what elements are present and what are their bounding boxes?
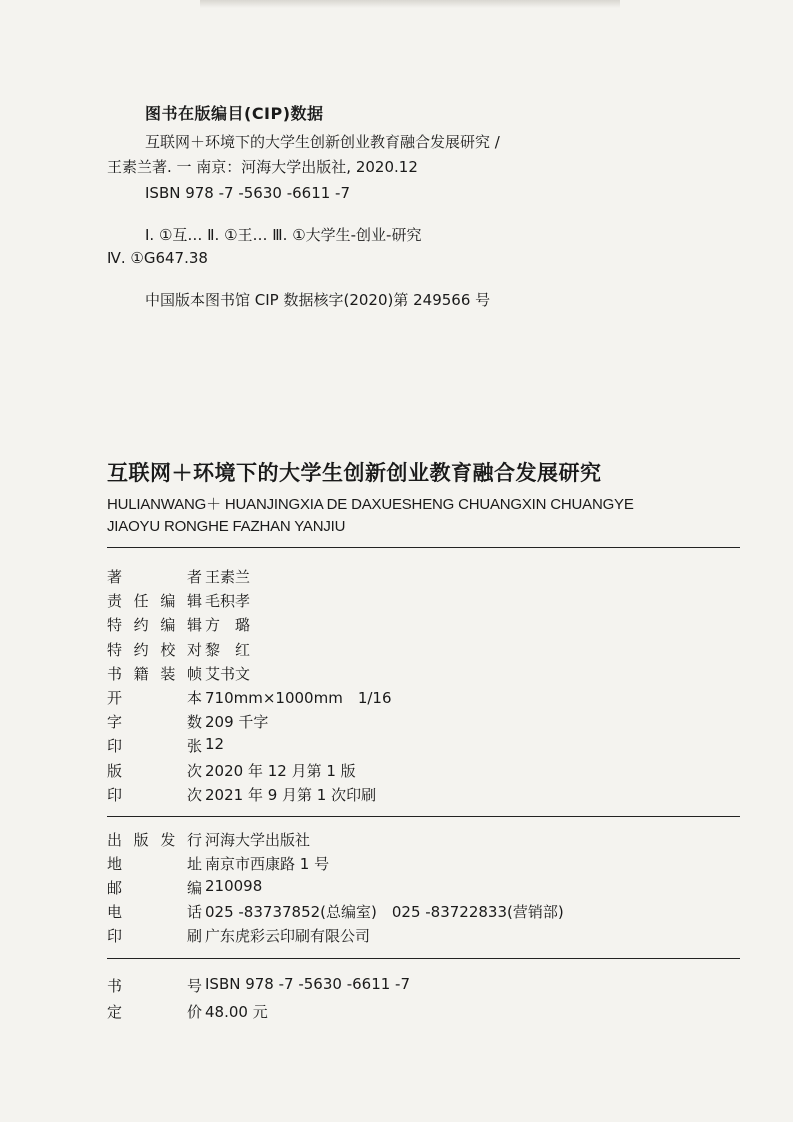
info-label: 印 刷 [107, 927, 202, 945]
info-value: ISBN 978 -7 -5630 -6611 -7 [205, 975, 411, 993]
info-value: 210098 [205, 877, 263, 895]
cip-classification-2: Ⅳ. ①G647.38 [107, 249, 208, 267]
info-value: 209 千字 [205, 713, 269, 732]
info-value: 河海大学出版社 [205, 831, 311, 849]
divider-rule [107, 547, 740, 548]
info-value: 710mm×1000mm 1/16 [205, 689, 392, 707]
info-value: 南京市西康路 1 号 [205, 855, 330, 873]
info-label: 印 次 [107, 785, 202, 804]
cip-author-line: 王素兰著. 一 南京：河海大学出版社, 2020.12 [107, 158, 418, 176]
info-label: 电 话 [107, 903, 202, 921]
info-value: 王素兰 [205, 568, 251, 586]
info-label: 定 价 [107, 1003, 202, 1021]
cip-isbn: ISBN 978 -7 -5630 -6611 -7 [145, 184, 351, 202]
info-label: 出 版 发 行 [107, 831, 202, 849]
info-value: 2021 年 9 月第 1 次印刷 [205, 785, 377, 804]
info-value: 025 -83737852(总编室) 025 -83722833(营销部) [205, 903, 564, 921]
info-value: 12 [205, 735, 225, 754]
info-label: 特 约 校 对 [107, 640, 202, 659]
info-value: 艾书文 [205, 664, 251, 683]
scan-edge-shadow [200, 0, 620, 8]
info-label: 书 号 [107, 977, 202, 995]
book-title-pinyin-line2: JIAOYU RONGHE FAZHAN YANJIU [107, 518, 346, 535]
book-title-pinyin-line1: HULIANWANG＋ HUANJINGXIA DE DAXUESHENG CHUANGXIN CHUANGYE [107, 496, 634, 513]
info-value: 黎 红 [205, 640, 251, 659]
info-label: 字 数 [107, 713, 202, 732]
cip-title-line: 互联网＋环境下的大学生创新创业教育融合发展研究 / [145, 133, 500, 151]
book-title: 互联网＋环境下的大学生创新创业教育融合发展研究 [107, 461, 602, 485]
info-value: 2020 年 12 月第 1 版 [205, 761, 356, 780]
cip-verification: 中国版本图书馆 CIP 数据核字(2020)第 249566 号 [145, 291, 491, 309]
info-label: 印 张 [107, 737, 202, 756]
info-value: 48.00 元 [205, 1003, 268, 1021]
info-value: 方 璐 [205, 616, 251, 635]
cip-classification-1: Ⅰ. ①互… Ⅱ. ①王… Ⅲ. ①大学生-创业-研究 [145, 226, 422, 244]
info-label: 著 者 [107, 568, 202, 586]
info-label: 开 本 [107, 689, 202, 707]
info-label: 责 任 编 辑 [107, 592, 202, 611]
info-label: 特 约 编 辑 [107, 616, 202, 635]
cip-heading: 图书在版编目(CIP)数据 [145, 104, 324, 123]
divider-rule [107, 958, 740, 959]
info-label: 版 次 [107, 761, 202, 780]
info-label: 邮 编 [107, 879, 202, 897]
info-value: 广东虎彩云印刷有限公司 [205, 927, 371, 945]
info-label: 书 籍 装 帧 [107, 664, 202, 683]
divider-rule [107, 816, 740, 817]
info-value: 毛积孝 [205, 592, 251, 611]
info-label: 地 址 [107, 855, 202, 873]
